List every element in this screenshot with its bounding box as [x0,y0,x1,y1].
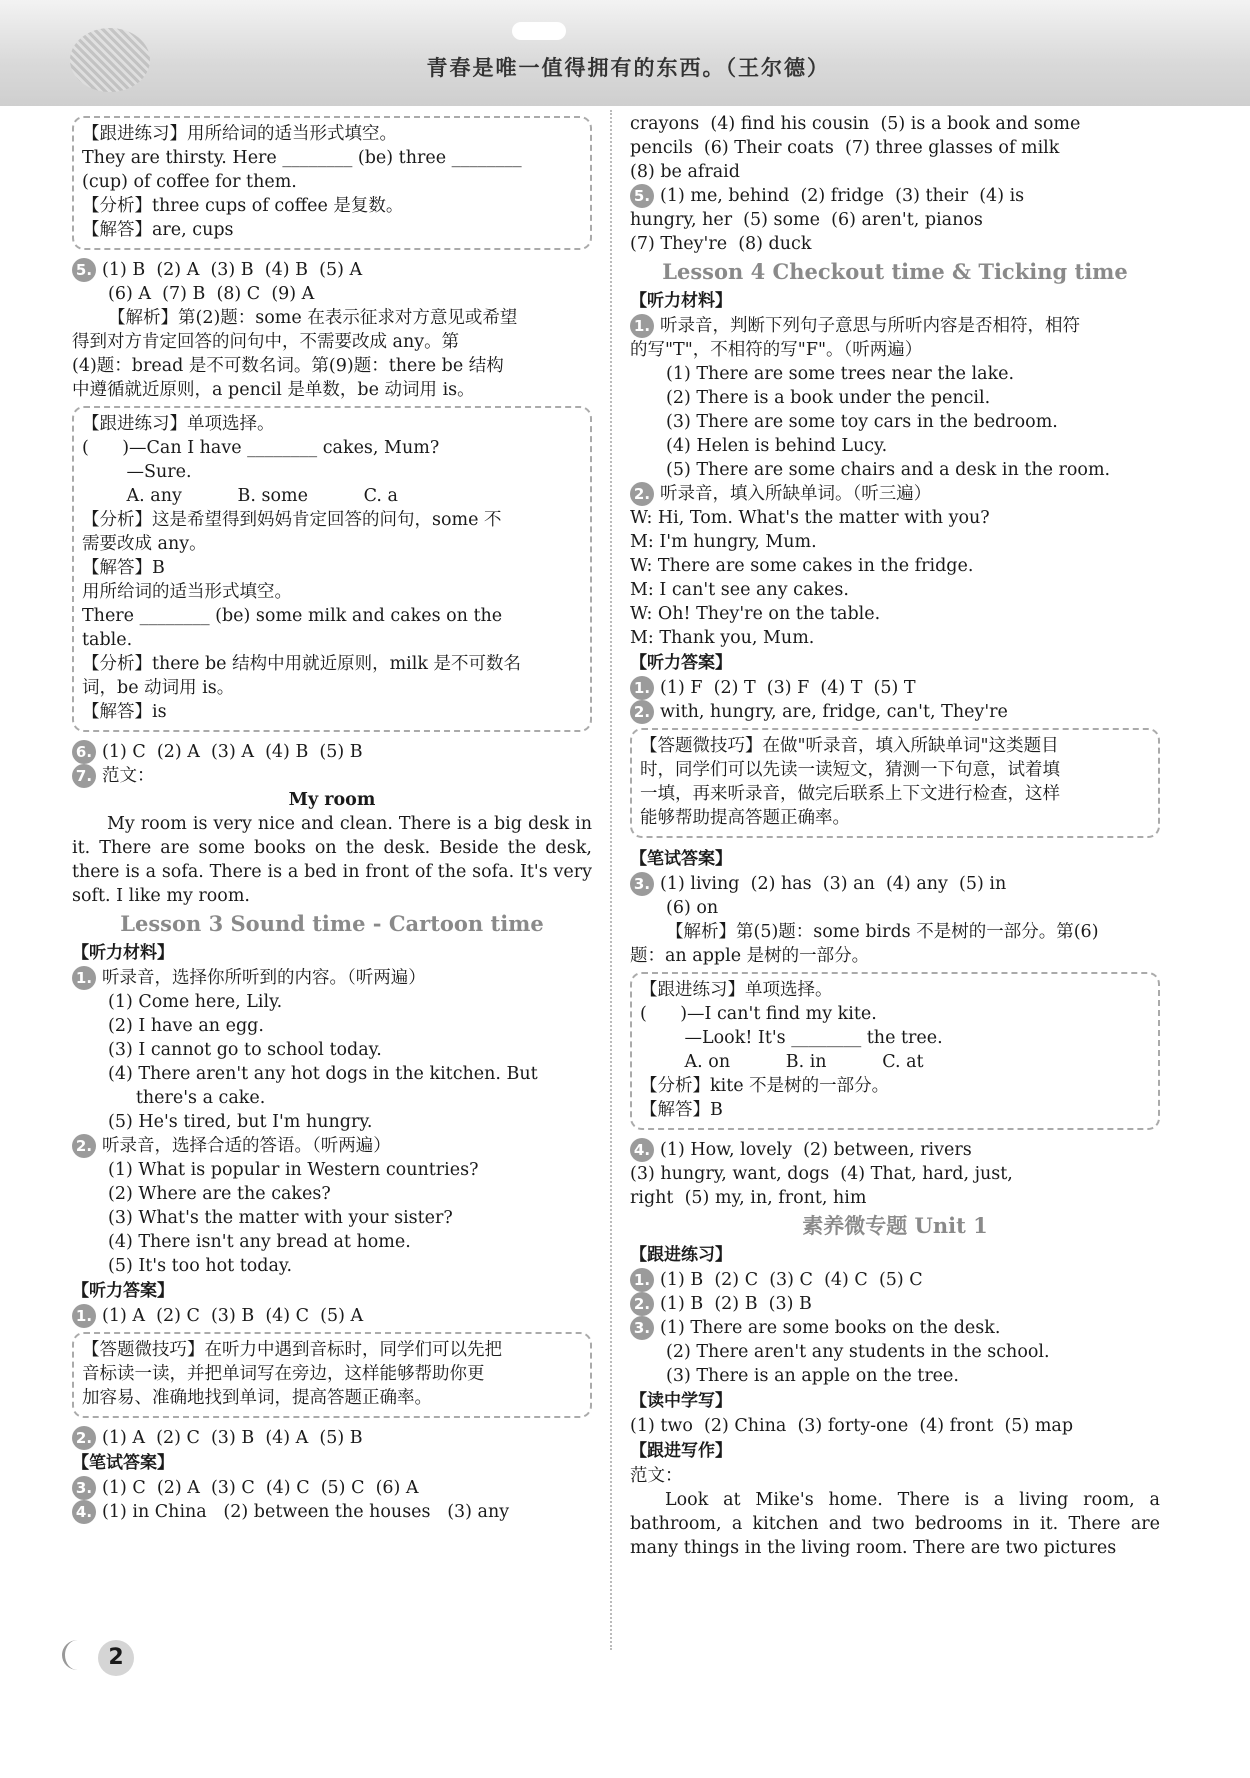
tip-line: 加容易、准确地找到单词，提高答题正确率。 [82,1388,432,1408]
tip-line: 一填，再来听录音，做完后联系上下文进行检查，这样 [640,784,1060,804]
answer-line: (6) on [666,898,719,918]
answer-text: (1) B (2) A (3) B (4) B (5) A [102,260,363,280]
section-listening-material: 【听力材料】 [630,291,732,311]
answer-line: right (5) my, in, front, him [630,1188,867,1208]
dialog-line: W: Hi, Tom. What's the matter with you? [630,508,990,528]
box-line: ( )—Can I have ________ cakes, Mum? [82,438,440,458]
tip-line: 【答题微技巧】在做"听录音，填入所缺单词"这类题目 [640,736,1059,756]
number-badge: 6. [72,740,96,764]
answer-6 [72,740,592,764]
list-item: (4) Helen is behind Lucy. [666,436,888,456]
swirl-decoration-icon [62,1640,93,1670]
number-badge: 3. [630,1316,654,1340]
page-header [0,0,1250,106]
listening-answer-1 [630,676,1160,700]
special-topic-heading: 素养微专题 Unit 1 [802,1213,988,1238]
section-follow-writing: 【跟进写作】 [630,1441,732,1461]
answer-text: (1) in China (2) between the houses (3) any [102,1502,510,1522]
list-item: (5) There are some chairs and a desk in the room. [666,460,1111,480]
question-text: 听录音，填入所缺单词。（听三遍） [660,484,932,504]
tip-box [630,728,1160,838]
list-item: (3) What's the matter with your sister? [108,1208,453,1228]
lesson-4-heading: Lesson 4 Checkout time & Ticking time [662,259,1128,284]
tip-line: 时，同学们可以先读一读短文，猜测一下句意，试着填 [640,760,1060,780]
listening-2 [72,1134,592,1158]
section-listening-material: 【听力材料】 [72,943,174,963]
list-item: (1) There are some trees near the lake. [666,364,1015,384]
answer-text: (1) me, behind (2) fridge (3) their (4) is [660,186,1025,206]
analysis-line: 题：an apple 是树的一部分。 [630,946,870,966]
read-answer: (1) two (2) China (3) forty-one (4) front (5) map [630,1416,1074,1436]
follow-practice-box [630,972,1160,1130]
analysis-line: 中遵循就近原则，a pencil 是单数，be 动词用 is。 [72,380,475,400]
list-item: (2) I have an egg. [108,1016,264,1036]
column-divider [610,110,613,1650]
box-line: 【分析】kite 不是树的一部分。 [640,1076,890,1096]
box-line: 【分析】there be 结构中用就近原则，milk 是不可数名 [82,654,522,674]
written-answer-4 [630,1138,1160,1162]
answer-line: (7) They're (8) duck [630,234,812,254]
answer-text: (1) B (2) C (3) C (4) C (5) C [660,1270,923,1290]
list-item: (5) It's too hot today. [108,1256,293,1276]
box-line: 【解答】B [640,1100,723,1120]
listening-2 [630,482,1160,506]
answer-text: (1) A (2) C (3) B (4) A (5) B [102,1428,363,1448]
follow-answer-1 [630,1268,1160,1292]
question-text: 听录音，选择合适的答语。（听两遍） [102,1136,391,1156]
answer-text: (1) B (2) B (3) B [660,1294,812,1314]
number-badge: 2. [630,482,654,506]
number-badge: 4. [72,1500,96,1524]
written-answer-3 [72,1476,592,1500]
box-line: A. any B. some C. a [82,486,398,506]
box-line: 【解答】are, cups [82,220,234,240]
answer-line: (3) hungry, want, dogs (4) That, hard, just, [630,1164,1013,1184]
number-badge: 1. [72,966,96,990]
box-line: ( )—I can't find my kite. [640,1004,877,1024]
header-motto: 青春是唯一值得拥有的东西。（王尔德） [426,55,830,80]
list-item: (1) What is popular in Western countries? [108,1160,479,1180]
section-read-learn-write: 【读中学写】 [630,1391,732,1411]
continued-line: pencils (6) Their coats (7) three glasses of milk [630,138,1060,158]
section-listening-answer: 【听力答案】 [72,1281,174,1301]
answer-text: 范文： [102,766,155,786]
section-follow-practice: 【跟进练习】 [630,1245,732,1265]
number-badge: 3. [72,1476,96,1500]
box-line: 【跟进练习】用所给词的适当形式填空。 [82,124,397,144]
continued-line: crayons (4) find his cousin (5) is a book and some [630,114,1081,134]
lesson-3-heading: Lesson 3 Sound time - Cartoon time [120,911,544,936]
box-line: 【解答】is [82,702,167,722]
box-line: 【分析】three cups of coffee 是复数。 [82,196,404,216]
answer-text: (1) living (2) has (3) an (4) any (5) in [660,874,1007,894]
answer-text: (1) There are some books on the desk. [660,1318,1001,1338]
list-item: (2) Where are the cakes? [108,1184,331,1204]
analysis-line: 得到对方肯定回答的问句中，不需要改成 any。第 [72,332,460,352]
box-line: table. [82,630,133,650]
answer-text: (1) C (2) A (3) C (4) C (5) C (6) A [102,1478,419,1498]
box-line: —Sure. [82,462,192,482]
dialog-line: M: Thank you, Mum. [630,628,815,648]
right-column [630,112,1166,1560]
list-item: there's a cake. [108,1088,266,1108]
box-line: There ________ (be) some milk and cakes on the [82,606,503,626]
tip-line: 音标读一读，并把单词写在旁边，这样能够帮助你更 [82,1364,485,1384]
follow-answer-2 [630,1292,1160,1316]
number-badge: 1. [630,1268,654,1292]
cloud-decoration-icon [512,22,566,40]
written-answer-4 [72,1500,592,1524]
number-badge: 2. [630,700,654,724]
number-badge: 2. [630,1292,654,1316]
sample-label: 范文： [630,1466,683,1486]
left-column [72,112,598,1524]
dialog-line: W: Oh! They're on the table. [630,604,881,624]
answer-line: hungry, her (5) some (6) aren't, pianos [630,210,983,230]
answer-5 [72,258,592,282]
number-badge: 5. [630,184,654,208]
list-item: (4) There aren't any hot dogs in the kitchen. But [108,1064,538,1084]
answer-text: with, hungry, are, fridge, can't, They're [660,702,1008,722]
box-line: —Look! It's ________ the tree. [640,1028,943,1048]
section-written-answer: 【笔试答案】 [72,1453,174,1473]
box-line: They are thirsty. Here ________ (be) three ________ [82,148,522,168]
number-badge: 1. [630,314,654,338]
follow-practice-box-2 [72,406,592,732]
answer-5b: (6) A (7) B (8) C (9) A [108,284,315,304]
answer-5 [630,184,1160,208]
essay-body: My room is very nice and clean. There is a big desk in it. There are some books on the desk. Beside the desk, there is a sofa. There is a bed in front of the sofa. It's very soft. I like my room. [72,814,598,906]
dialog-line: W: There are some cakes in the fridge. [630,556,974,576]
dialog-line: M: I'm hungry, Mum. [630,532,817,552]
page-number: 2 [98,1640,134,1676]
continued-line: (8) be afraid [630,162,740,182]
essay-body: Look at Mike's home. There is a living room, a bathroom, a kitchen and two bedrooms in it. There are many things in the living room. There are two pictures [630,1490,1166,1558]
question-text: 听录音，判断下列句子意思与所听内容是否相符，相符 [660,316,1080,336]
answer-text: (1) C (2) A (3) A (4) B (5) B [102,742,363,762]
answer-7 [72,764,592,788]
answer-line: (3) There is an apple on the tree. [666,1366,959,1386]
analysis-line: 【解析】第(2)题：some 在表示征求对方意见或希望 [108,308,518,328]
listening-1 [630,314,1160,338]
tip-line: 【答题微技巧】在听力中遇到音标时，同学们可以先把 [82,1340,502,1360]
question-text: 的写"T"，不相符的写"F"。（听两遍） [630,340,923,360]
box-line: 【跟进练习】单项选择。 [82,414,275,434]
answer-line: (2) There aren't any students in the school. [666,1342,1050,1362]
box-line: 【解答】B [82,558,165,578]
tip-box [72,1332,592,1418]
listening-answer-2 [630,700,1160,724]
listening-1 [72,966,592,990]
analysis-line: 【解析】第(5)题：some birds 不是树的一部分。第(6) [666,922,1099,942]
number-badge: 1. [630,676,654,700]
listening-answer-2 [72,1426,592,1450]
list-item: (2) There is a book under the pencil. [666,388,991,408]
box-line: 用所给词的适当形式填空。 [82,582,292,602]
list-item: (3) I cannot go to school today. [108,1040,382,1060]
number-badge: 3. [630,872,654,896]
follow-answer-3 [630,1316,1160,1340]
list-item: (1) Come here, Lily. [108,992,283,1012]
answer-text: (1) A (2) C (3) B (4) C (5) A [102,1306,364,1326]
list-item: (5) He's tired, but I'm hungry. [108,1112,373,1132]
number-badge: 2. [72,1426,96,1450]
section-written-answer: 【笔试答案】 [630,849,732,869]
tree-decoration-icon [70,28,150,92]
number-badge: 4. [630,1138,654,1162]
question-text: 听录音，选择你所听到的内容。（听两遍） [102,968,426,988]
box-line: 词，be 动词用 is。 [82,678,235,698]
tip-line: 能够帮助提高答题正确率。 [640,808,850,828]
box-line: 【分析】这是希望得到妈妈肯定回答的问句，some 不 [82,510,502,530]
follow-practice-box-1 [72,116,592,250]
list-item: (3) There are some toy cars in the bedroom. [666,412,1058,432]
section-listening-answer: 【听力答案】 [630,653,732,673]
dialog-line: M: I can't see any cakes. [630,580,849,600]
essay-title: My room [288,790,376,810]
number-badge: 1. [72,1304,96,1328]
box-line: (cup) of coffee for them. [82,172,297,192]
analysis-line: (4)题：bread 是不可数名词。第(9)题：there be 结构 [72,356,504,376]
answer-text: (1) How, lovely (2) between, rivers [660,1140,972,1160]
listening-answer-1 [72,1304,592,1328]
number-badge: 2. [72,1134,96,1158]
answer-text: (1) F (2) T (3) F (4) T (5) T [660,678,916,698]
list-item: (4) There isn't any bread at home. [108,1232,411,1252]
box-line: 需要改成 any。 [82,534,207,554]
number-badge: 5. [72,258,96,282]
written-answer-3 [630,872,1160,896]
number-badge: 7. [72,764,96,788]
box-line: A. on B. in C. at [640,1052,924,1072]
box-line: 【跟进练习】单项选择。 [640,980,833,1000]
